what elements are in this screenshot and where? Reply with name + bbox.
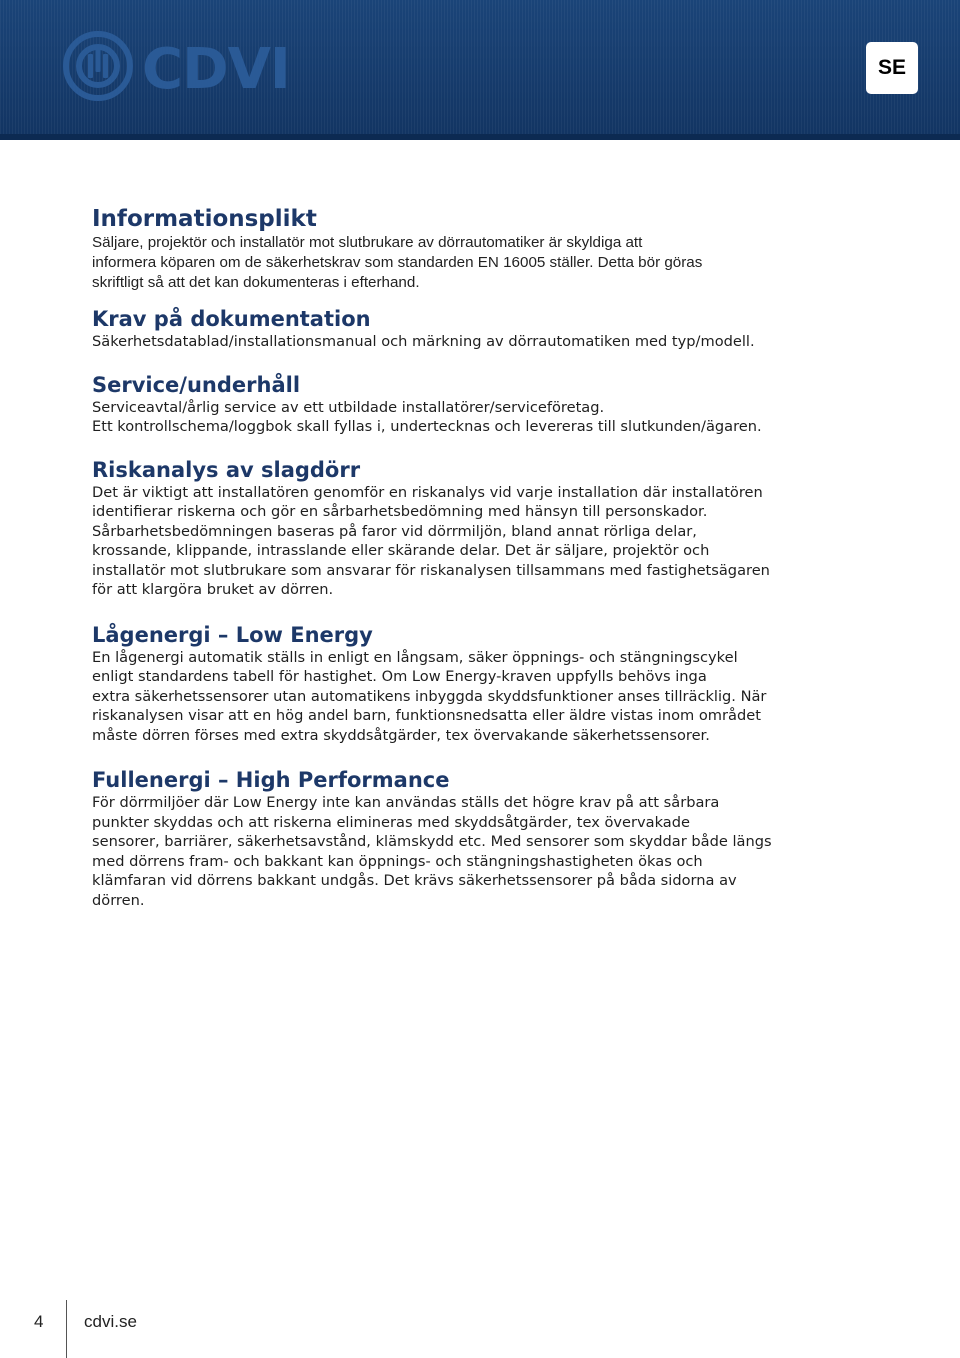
section-line: skriftligt så att det kan dokumenteras i efterhand. bbox=[92, 273, 420, 291]
section-krav-pa-dokumentation bbox=[92, 306, 852, 352]
section-line: sensorer, barriärer, säkerhetsavstånd, klämskydd etc. Med sensorer som skyddar både längs bbox=[92, 833, 772, 851]
section-lagenergi bbox=[92, 622, 852, 746]
page-header bbox=[0, 0, 960, 140]
section-line: En lågenergi automatik ställs in enligt en långsam, säker öppnings- och stängningscykel bbox=[92, 648, 738, 666]
section-line: Säkerhetsdatablad/installationsmanual och märkning av dörrautomatiken med typ/modell. bbox=[92, 333, 755, 351]
footer-divider bbox=[66, 1300, 67, 1358]
header-bottom-band bbox=[0, 134, 960, 140]
svg-text:CDVI: CDVI bbox=[142, 37, 290, 102]
section-line: enligt standardens tabell för hastighet. Om Low Energy-kraven uppfylls behövs inga bbox=[92, 668, 707, 686]
section-line: Säljare, projektör och installatör mot slutbrukare av dörrautomatiker är skyldiga att bbox=[92, 234, 643, 251]
section-line: informera köparen om de säkerhetskrav som standarden EN 16005 ställer. Detta bör göras bbox=[92, 253, 703, 271]
section-line: riskanalysen visar att en hög andel barn, funktionsnedsatta eller äldre vistas inom området bbox=[92, 707, 761, 725]
section-line: punkter skyddas och att riskerna elimineras med skyddsåtgärder, tex övervakade bbox=[92, 813, 690, 831]
language-badge: SE bbox=[866, 42, 918, 94]
section-line: klämfaran vid dörrens bakkant undgås. Det krävs säkerhetssensorer på båda sidorna av bbox=[92, 872, 737, 890]
section-line: Det är viktigt att installatören genomför en riskanalys vid varje installation där installatören bbox=[92, 483, 763, 501]
cdvi-logo bbox=[58, 26, 348, 106]
section-service-underhall bbox=[92, 372, 852, 437]
section-heading: Lågenergi – Low Energy bbox=[92, 622, 373, 647]
section-heading: Informationsplikt bbox=[92, 206, 317, 232]
section-line: För dörrmiljöer där Low Energy inte kan användas ställs det högre krav på att sårbara bbox=[92, 794, 720, 812]
section-informationsplikt bbox=[92, 205, 852, 292]
section-fullenergi bbox=[92, 767, 852, 910]
footer-website: cdvi.se bbox=[84, 1312, 137, 1331]
document-body bbox=[92, 205, 852, 910]
section-line: Ett kontrollschema/loggbok skall fyllas i, undertecknas och levereras till slutkunden/ägaren. bbox=[92, 418, 762, 436]
section-heading: Krav på dokumentation bbox=[92, 307, 371, 332]
section-line: identifierar riskerna och gör en sårbarhetsbedömning med hänsyn till personskador. bbox=[92, 503, 708, 521]
section-line: med dörrens fram- och bakkant kan öppnings- och stängningshastigheten ökas och bbox=[92, 852, 703, 870]
page-number: 4 bbox=[34, 1312, 44, 1331]
section-line: Sårbarhetsbedömningen baseras på faror vid dörrmiljön, bland annat rörliga delar, bbox=[92, 522, 697, 540]
section-heading: Riskanalys av slagdörr bbox=[92, 457, 361, 482]
section-line: måste dörren förses med extra skyddsåtgärder, tex övervakande säkerhetssensorer. bbox=[92, 726, 710, 744]
section-heading: Fullenergi – High Performance bbox=[92, 768, 450, 793]
section-line: dörren. bbox=[92, 891, 145, 909]
section-line: krossande, klippande, intrasslande eller skärande delar. Det är säljare, projektör och bbox=[92, 542, 710, 560]
section-heading: Service/underhåll bbox=[92, 372, 301, 397]
section-line: extra säkerhetssensorer utan automatikens inbyggda skyddsfunktioner anses tillräcklig. När bbox=[92, 687, 767, 705]
section-line: för att klargöra bruket av dörren. bbox=[92, 581, 334, 599]
section-line: Serviceavtal/årlig service av ett utbildade installatörer/serviceföretag. bbox=[92, 398, 605, 416]
section-riskanalys bbox=[92, 457, 852, 600]
section-line: installatör mot slutbrukare som ansvarar för riskanalysen tillsammans med fastighetsägaren bbox=[92, 561, 770, 579]
